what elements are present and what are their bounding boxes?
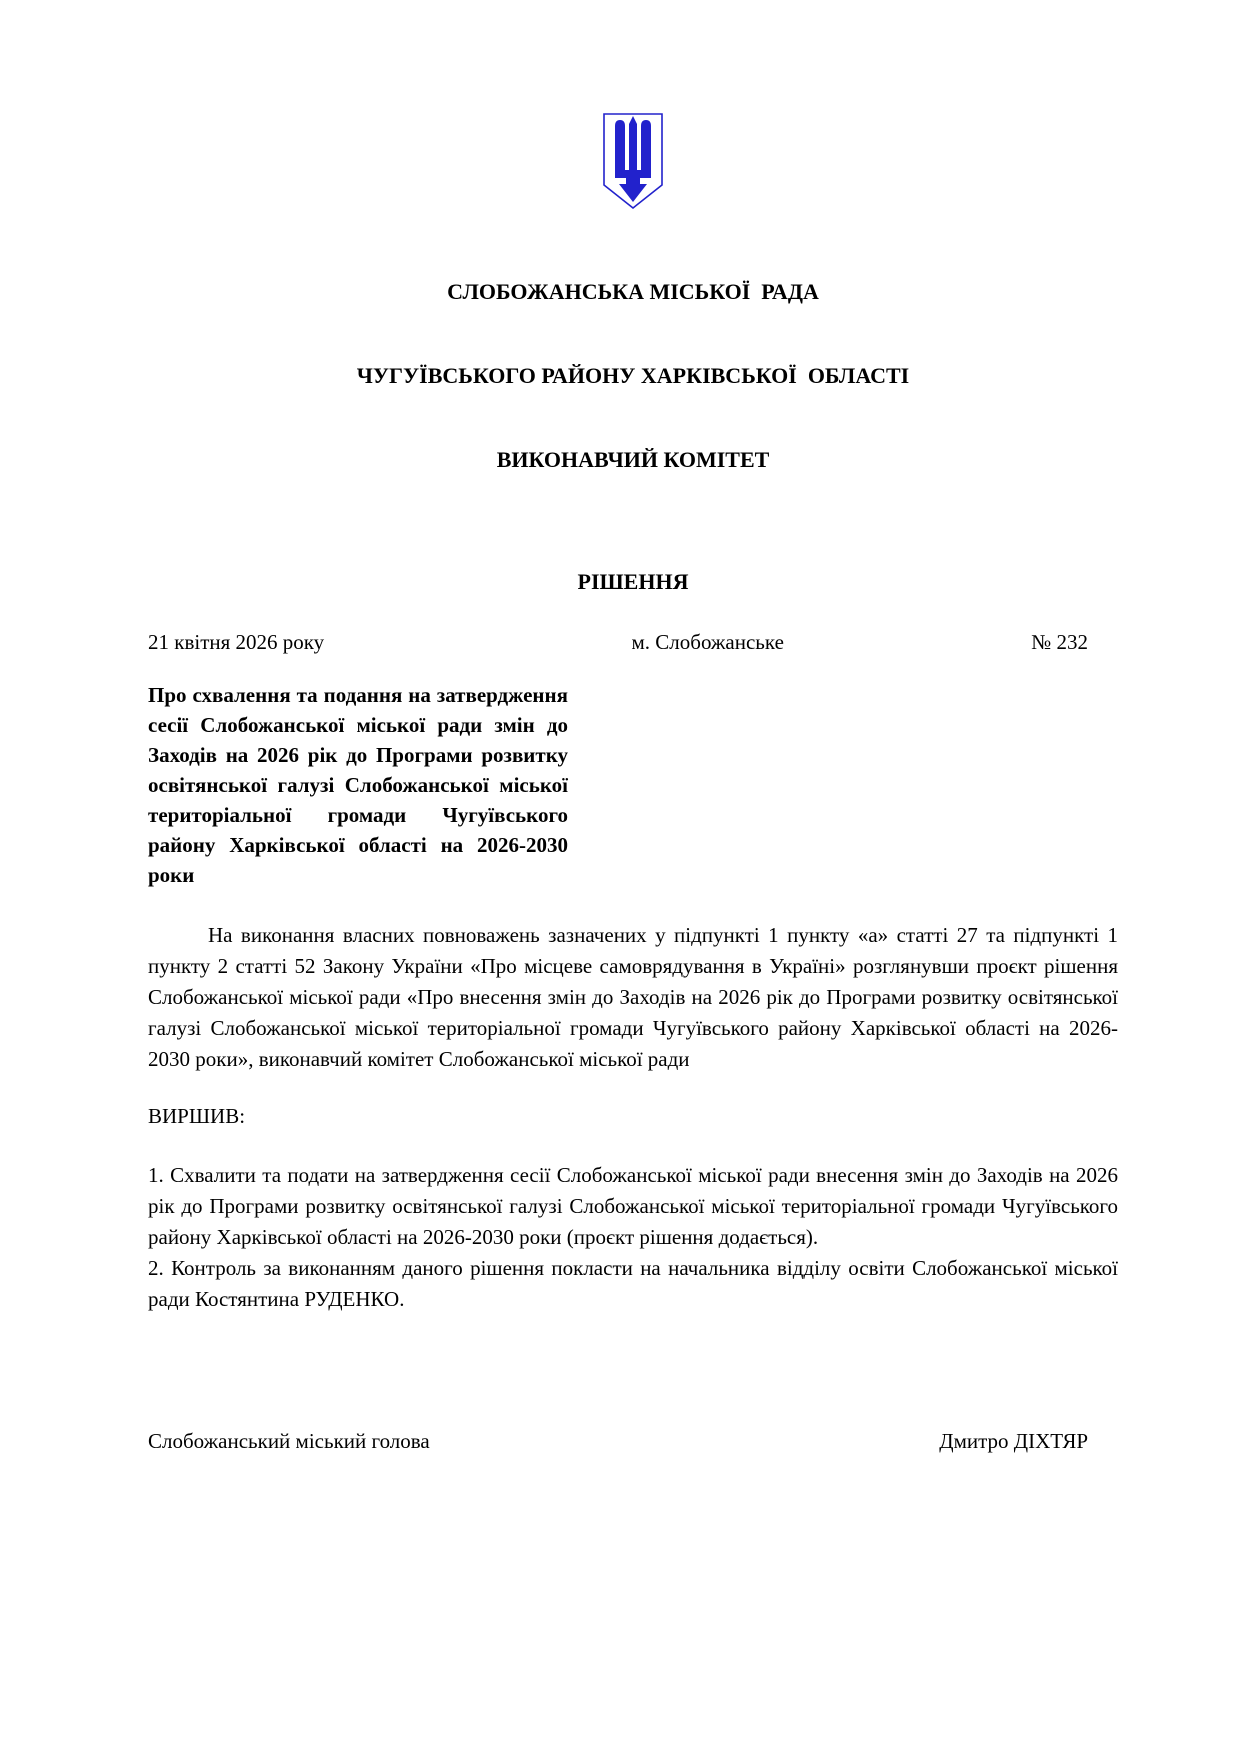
document-place: м. Слобожанське xyxy=(631,630,784,654)
org-name-line3: ВИКОНАВЧИЙ КОМІТЕТ xyxy=(496,447,770,472)
date-place-number-row xyxy=(148,628,1118,656)
resolution-item-1: 1. Схвалити та подати на затвердження сесії Слобожанської міської ради внесення змін до Заходів на 2026 рік до Програми розвитку освітянської галузі Слобожанської міської територіальної громади Чугуївського району Харківської області на 2026-2030 роки (проєкт рішення додається). xyxy=(148,1163,1118,1249)
document-subject: Про схвалення та подання на затвердження сесії Слобожанської міської ради змін до Заходів на 2026 рік до Програми розвитку освітянської галузі Слобожанської міської територіальної громади Чугуївського району Харківської області на 2026-2030 роки xyxy=(148,683,568,887)
organization-header xyxy=(148,222,1118,530)
ukraine-trident-icon xyxy=(600,112,666,212)
document-number: № 232 xyxy=(1031,630,1088,654)
document-type-title: РІШЕННЯ xyxy=(577,569,689,594)
document-date: 21 квітня 2026 року xyxy=(148,630,325,654)
org-name-line2: ЧУГУЇВСЬКОГО РАЙОНУ ХАРКІВСЬКОЇ ОБЛАСТІ xyxy=(356,363,910,388)
signature-row xyxy=(148,1427,1118,1455)
signatory-title: Слобожанський міський голова xyxy=(148,1429,430,1453)
resolution-item-2: 2. Контроль за виконанням даного рішення покласти на начальника відділу освіти Слобожанської міської ради Костянтина РУДЕНКО. xyxy=(148,1256,1118,1311)
resolution-items xyxy=(148,1160,1118,1315)
signatory-name: Дмитро ДІХТЯР xyxy=(939,1429,1088,1453)
preamble-paragraph: На виконання власних повноважень зазначених у підпункті 1 пункту «а» статті 27 та підпункті 1 пункту 2 статті 52 Закону України «Про місцеве самоврядування в Україні» розглянувши проєкт рішення Слобожанської міської ради «Про внесення змін до Заходів на 2026 рік до Програми розвитку освітянської галузі Слобожанської міської територіальної громади Чугуївського району Харківської області на 2026-2030 роки», виконавчий комітет Слобожанської міської ради xyxy=(148,923,1118,1071)
resolved-keyword: ВИРШИВ: xyxy=(148,1104,246,1128)
org-name-line1: СЛОБОЖАНСЬКА МІСЬКОЇ РАДА xyxy=(447,279,819,304)
